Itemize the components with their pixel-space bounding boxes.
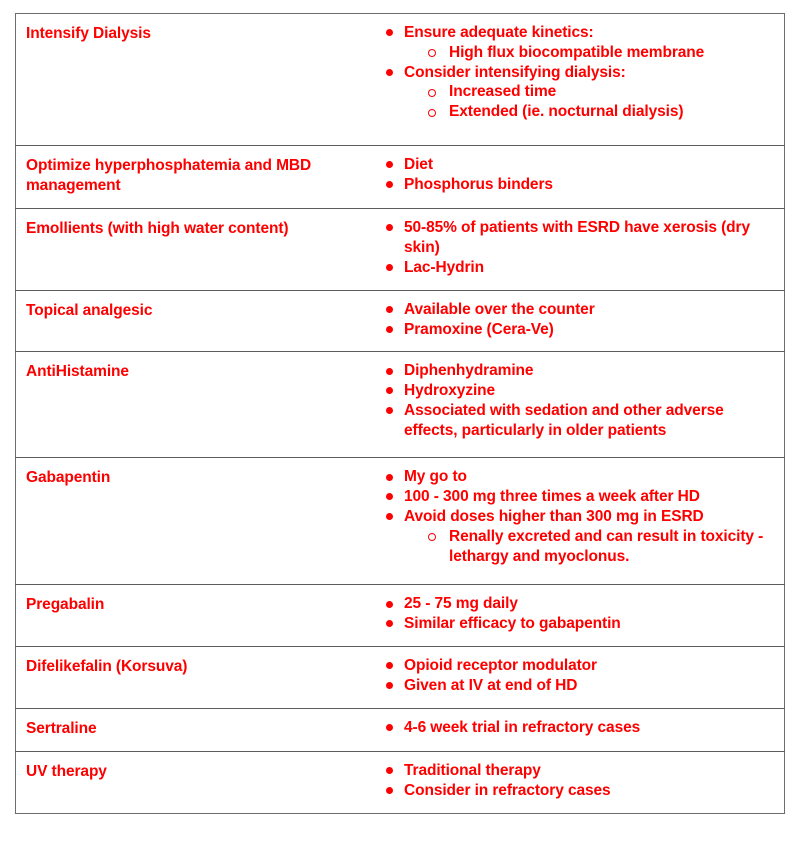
bullet-list-level1 — [359, 23, 778, 122]
table-row — [16, 209, 785, 290]
list-item — [359, 594, 778, 614]
list-item-text: 4-6 week trial in refractory cases — [404, 718, 641, 736]
filled-disc-bullet-icon — [386, 767, 393, 774]
therapy-name: Sertraline — [26, 719, 97, 737]
therapy-name: Optimize hyperphosphatemia and MBD management — [26, 157, 312, 195]
therapy-cell — [16, 585, 360, 647]
list-item — [359, 361, 778, 381]
hollow-circle-bullet-icon — [428, 533, 436, 541]
sub-list-item-text: Extended (ie. nocturnal dialysis) — [449, 103, 684, 121]
filled-disc-bullet-icon — [386, 724, 393, 731]
filled-disc-bullet-icon — [386, 620, 393, 627]
sub-list-container — [404, 527, 778, 567]
table-row — [16, 290, 785, 352]
sub-list-item-text: High flux biocompatible membrane — [449, 43, 705, 61]
bullet-list-level1 — [359, 718, 778, 738]
table-row — [16, 14, 785, 146]
list-item — [359, 507, 778, 566]
table-row — [16, 647, 785, 709]
list-item-text: 50-85% of patients with ESRD have xerosis (dry skin) — [404, 219, 750, 257]
sub-list-item — [404, 43, 778, 63]
list-item — [359, 467, 778, 487]
therapy-cell — [16, 14, 360, 146]
table-row — [16, 146, 785, 209]
details-cell — [359, 708, 785, 751]
filled-disc-bullet-icon — [386, 682, 393, 689]
table-body — [16, 14, 785, 814]
therapy-cell — [16, 146, 360, 209]
list-item — [359, 781, 778, 801]
list-item — [359, 23, 778, 63]
list-item — [359, 218, 778, 258]
details-list-container — [359, 709, 784, 750]
details-cell — [359, 585, 785, 647]
details-cell — [359, 290, 785, 352]
sub-list-container — [404, 82, 778, 122]
list-item-text: Given at IV at end of HD — [404, 676, 578, 694]
therapy-name: Intensify Dialysis — [26, 25, 151, 42]
bullet-list-level1 — [359, 467, 778, 566]
bullet-list-level1 — [359, 361, 778, 440]
list-item — [359, 258, 778, 278]
filled-disc-bullet-icon — [386, 264, 393, 271]
list-item — [359, 487, 778, 507]
details-list-container — [359, 291, 784, 352]
details-cell — [359, 751, 785, 813]
list-item — [359, 614, 778, 634]
list-item — [359, 401, 778, 441]
list-item — [359, 676, 778, 696]
therapy-cell — [16, 708, 360, 751]
bullet-list-level1 — [359, 761, 778, 801]
therapy-name: Pregabalin — [26, 596, 105, 614]
table-row — [16, 708, 785, 751]
filled-disc-bullet-icon — [386, 326, 393, 333]
therapy-cell — [16, 209, 360, 290]
details-list-container — [359, 752, 784, 813]
filled-disc-bullet-icon — [386, 161, 393, 168]
therapy-cell — [16, 458, 360, 585]
list-item-text: Ensure adequate kinetics: — [404, 24, 594, 41]
filled-disc-bullet-icon — [386, 387, 393, 394]
therapy-name: UV therapy — [26, 762, 107, 780]
filled-disc-bullet-icon — [386, 306, 393, 313]
filled-disc-bullet-icon — [386, 601, 393, 608]
list-item-text: 25 - 75 mg daily — [404, 595, 518, 613]
details-cell — [359, 14, 785, 146]
details-list-container — [359, 209, 784, 289]
list-item-text: Consider intensifying dialysis: — [404, 63, 626, 81]
hollow-circle-bullet-icon — [428, 89, 436, 97]
therapy-cell — [16, 647, 360, 709]
pruritus-therapy-table — [15, 13, 785, 814]
list-item-text: Consider in refractory cases — [404, 781, 611, 799]
list-item-text: Opioid receptor modulator — [404, 657, 597, 675]
therapy-name: Difelikefalin (Korsuva) — [26, 658, 188, 676]
filled-disc-bullet-icon — [386, 181, 393, 188]
hollow-circle-bullet-icon — [428, 109, 436, 117]
list-item-text: Diet — [404, 156, 433, 173]
therapy-cell — [16, 352, 360, 458]
bullet-list-level1 — [359, 300, 778, 340]
list-item-text: Phosphorus binders — [404, 175, 553, 193]
filled-disc-bullet-icon — [386, 513, 393, 520]
therapy-name: Topical analgesic — [26, 301, 153, 319]
details-list-container — [359, 585, 784, 646]
details-list-container — [359, 458, 784, 578]
sub-list-item-text: Renally excreted and can result in toxicity - lethargy and myoclonus. — [449, 527, 764, 565]
list-item-text: Pramoxine (Cera-Ve) — [404, 320, 554, 338]
list-item — [359, 656, 778, 676]
sub-list-item — [404, 82, 778, 102]
sub-list-item-text: Increased time — [449, 83, 557, 101]
details-list-container — [359, 14, 784, 134]
details-cell — [359, 146, 785, 209]
details-cell — [359, 647, 785, 709]
details-cell — [359, 352, 785, 458]
list-item — [359, 381, 778, 401]
list-item — [359, 175, 778, 195]
list-item-text: Hydroxyzine — [404, 382, 496, 400]
table-row — [16, 585, 785, 647]
therapy-name: Gabapentin — [26, 469, 111, 487]
bullet-list-level1 — [359, 155, 778, 195]
filled-disc-bullet-icon — [386, 493, 393, 500]
list-item-text: My go to — [404, 468, 467, 486]
filled-disc-bullet-icon — [386, 474, 393, 481]
hollow-circle-bullet-icon — [428, 49, 436, 57]
filled-disc-bullet-icon — [386, 368, 393, 375]
list-item-text: Avoid doses higher than 300 mg in ESRD — [404, 508, 704, 526]
sub-list-item — [404, 102, 778, 122]
list-item-text: Similar efficacy to gabapentin — [404, 615, 621, 633]
bullet-list-level1 — [359, 656, 778, 696]
list-item-text: Available over the counter — [404, 300, 595, 318]
filled-disc-bullet-icon — [386, 787, 393, 794]
details-cell — [359, 209, 785, 290]
bullet-list-level2 — [404, 527, 778, 567]
details-list-container — [359, 352, 784, 452]
filled-disc-bullet-icon — [386, 224, 393, 231]
list-item — [359, 300, 778, 320]
bullet-list-level1 — [359, 594, 778, 634]
filled-disc-bullet-icon — [386, 69, 393, 76]
bullet-list-level2 — [404, 43, 778, 63]
details-cell — [359, 458, 785, 585]
table-row — [16, 458, 785, 585]
list-item — [359, 718, 778, 738]
therapy-cell — [16, 290, 360, 352]
sub-list-item — [404, 527, 778, 567]
bullet-list-level2 — [404, 82, 778, 122]
therapy-name: AntiHistamine — [26, 363, 129, 381]
bullet-list-level1 — [359, 218, 778, 277]
list-item-text: Diphenhydramine — [404, 362, 534, 380]
list-item — [359, 63, 778, 122]
details-list-container — [359, 647, 784, 708]
list-item — [359, 761, 778, 781]
filled-disc-bullet-icon — [386, 29, 393, 36]
details-list-container — [359, 146, 784, 207]
list-item-text: 100 - 300 mg three times a week after HD — [404, 488, 700, 506]
table-row — [16, 751, 785, 813]
list-item — [359, 155, 778, 175]
sub-list-container — [404, 43, 778, 63]
filled-disc-bullet-icon — [386, 407, 393, 414]
list-item — [359, 320, 778, 340]
table-row — [16, 352, 785, 458]
list-item-text: Lac-Hydrin — [404, 258, 484, 276]
therapy-name: Emollients (with high water content) — [26, 220, 289, 238]
list-item-text: Associated with sedation and other adverse effects, particularly in older patients — [404, 402, 724, 439]
therapy-cell — [16, 751, 360, 813]
filled-disc-bullet-icon — [386, 662, 393, 669]
list-item-text: Traditional therapy — [404, 761, 541, 779]
